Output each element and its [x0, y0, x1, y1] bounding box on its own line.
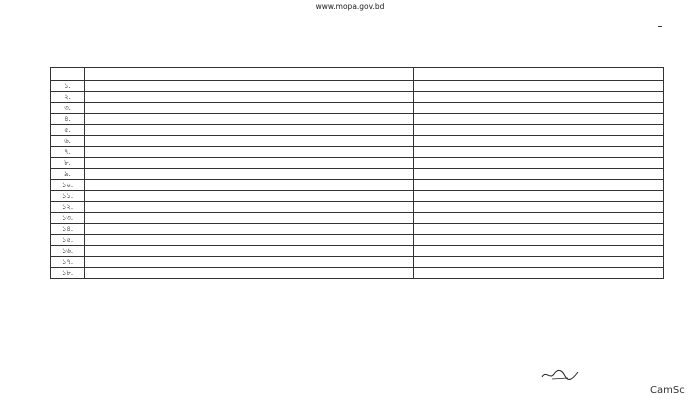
- table-row: [51, 169, 664, 180]
- row-serial: ৭.: [51, 147, 85, 158]
- table-row: [51, 235, 664, 246]
- row-serial: ৪.: [51, 114, 85, 125]
- row-officer: [84, 213, 413, 224]
- row-officer: [84, 158, 413, 169]
- column-header-officer: [84, 68, 413, 81]
- column-header-serial: [51, 68, 85, 81]
- row-officer: [84, 147, 413, 158]
- row-officer: [84, 180, 413, 191]
- scanner-badge: [615, 382, 647, 398]
- row-officer: [84, 169, 413, 180]
- table-row: [51, 246, 664, 257]
- table-row: [51, 114, 664, 125]
- row-serial: ১৬.: [51, 246, 85, 257]
- row-posting: [414, 202, 664, 213]
- table-row: [51, 213, 664, 224]
- row-posting: [414, 180, 664, 191]
- row-serial: ১৭.: [51, 257, 85, 268]
- row-serial: ৫.: [51, 125, 85, 136]
- row-posting: [414, 191, 664, 202]
- row-officer: [84, 114, 413, 125]
- row-officer: [84, 268, 413, 279]
- row-posting: [414, 125, 664, 136]
- row-serial: ২.: [51, 92, 85, 103]
- table-row: [51, 147, 664, 158]
- row-officer: [84, 81, 413, 92]
- row-posting: [414, 235, 664, 246]
- row-posting: [414, 114, 664, 125]
- memo-date: [658, 20, 662, 29]
- row-posting: [414, 147, 664, 158]
- table-row: [51, 81, 664, 92]
- ministry-header: [0, 2, 700, 11]
- table-row: [51, 191, 664, 202]
- scanner-watermark: CamSc: [650, 385, 685, 396]
- row-posting: [414, 257, 664, 268]
- posting-table: [50, 67, 664, 279]
- row-serial: ১৪.: [51, 224, 85, 235]
- row-officer: [84, 92, 413, 103]
- row-serial: ১৫.: [51, 235, 85, 246]
- table-row: [51, 257, 664, 268]
- row-serial: ১১.: [51, 191, 85, 202]
- row-officer: [84, 103, 413, 114]
- row-posting: [414, 268, 664, 279]
- row-posting: [414, 224, 664, 235]
- row-serial: ১৩.: [51, 213, 85, 224]
- row-serial: ১২.: [51, 202, 85, 213]
- row-officer: [84, 224, 413, 235]
- row-officer: [84, 191, 413, 202]
- table-row: [51, 158, 664, 169]
- table-row: [51, 136, 664, 147]
- row-posting: [414, 81, 664, 92]
- row-serial: ৯.: [51, 169, 85, 180]
- row-officer: [84, 235, 413, 246]
- row-serial: ৩.: [51, 103, 85, 114]
- signature-mark: [540, 368, 580, 382]
- english-date: [658, 26, 662, 27]
- column-header-posting: [414, 68, 664, 81]
- row-officer: [84, 125, 413, 136]
- table-row: [51, 125, 664, 136]
- row-posting: [414, 136, 664, 147]
- table-header-row: [51, 68, 664, 81]
- row-serial: ১৮.: [51, 268, 85, 279]
- row-officer: [84, 257, 413, 268]
- row-serial: ৬.: [51, 136, 85, 147]
- row-officer: [84, 202, 413, 213]
- table-row: [51, 180, 664, 191]
- table-row: [51, 103, 664, 114]
- row-serial: ১০.: [51, 180, 85, 191]
- table-row: [51, 202, 664, 213]
- table-row: [51, 92, 664, 103]
- table-row: [51, 268, 664, 279]
- row-posting: [414, 246, 664, 257]
- row-posting: [414, 158, 664, 169]
- ministry-url[interactable]: www.mopa.gov.bd: [315, 2, 385, 11]
- row-officer: [84, 246, 413, 257]
- row-posting: [414, 103, 664, 114]
- row-serial: ৮.: [51, 158, 85, 169]
- row-posting: [414, 213, 664, 224]
- row-serial: ১.: [51, 81, 85, 92]
- row-posting: [414, 169, 664, 180]
- row-officer: [84, 136, 413, 147]
- table-row: [51, 224, 664, 235]
- row-posting: [414, 92, 664, 103]
